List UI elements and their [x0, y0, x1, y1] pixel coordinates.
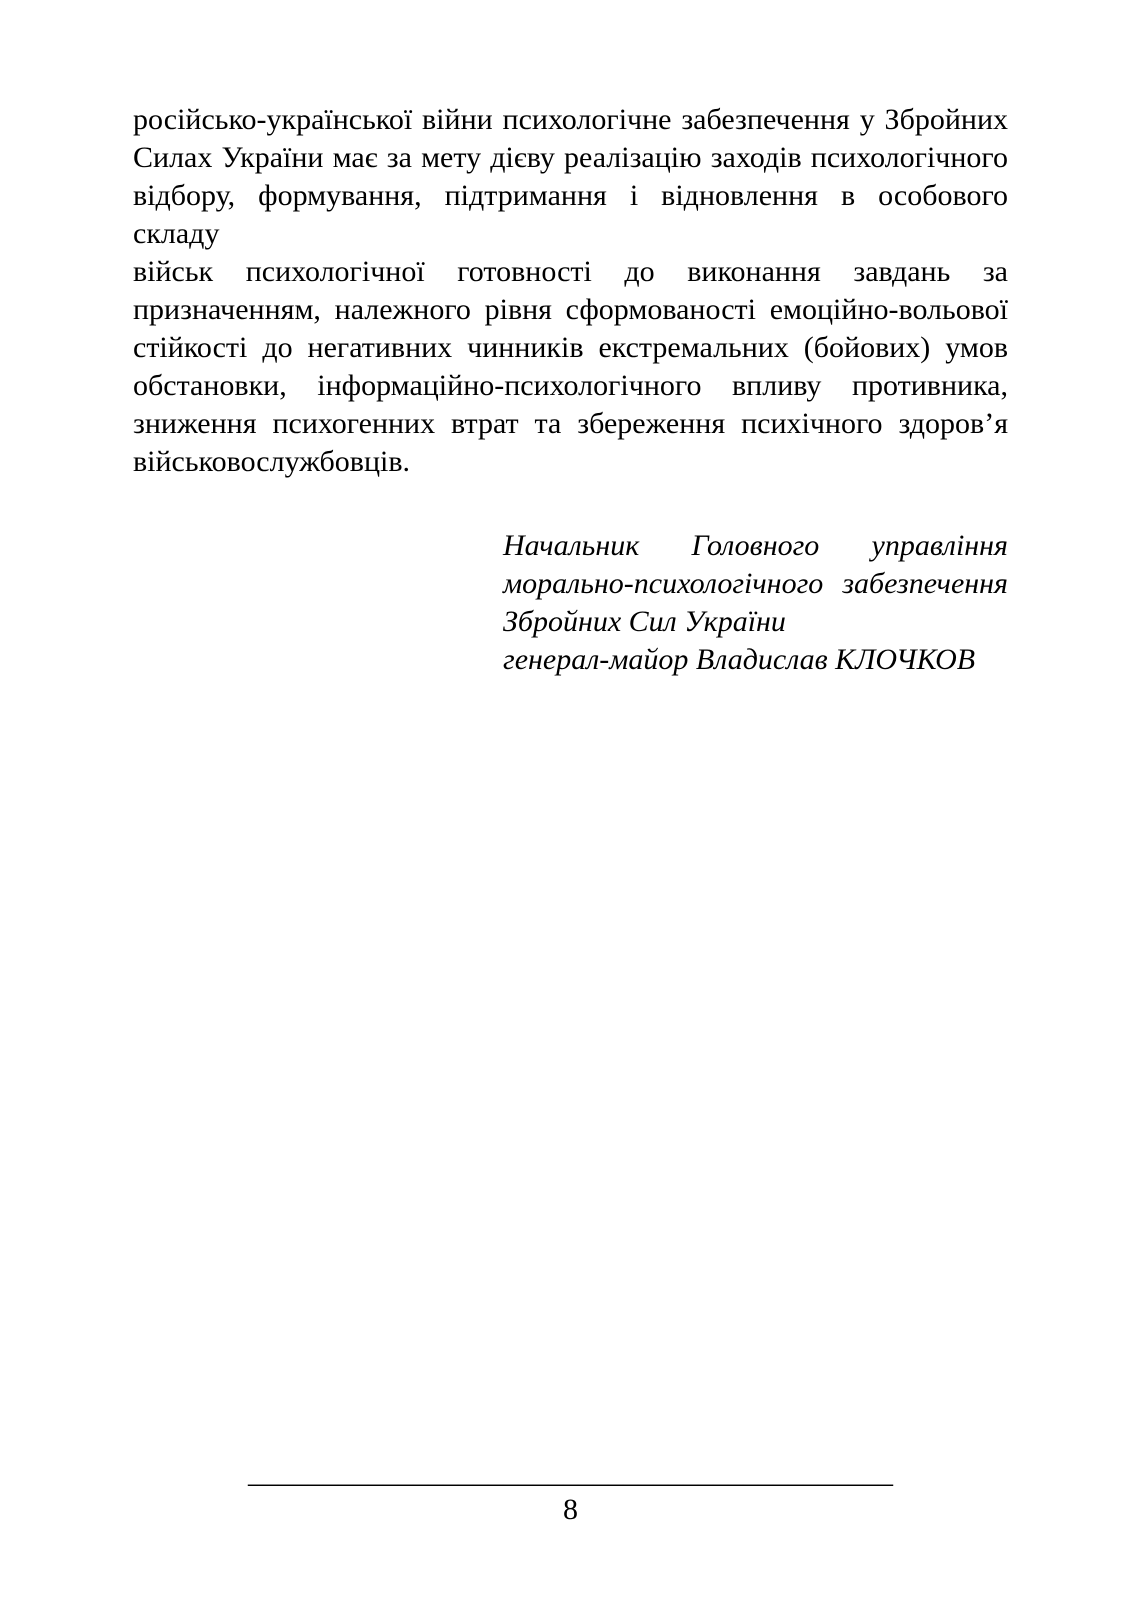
signature-line: Збройних Сил України	[503, 605, 786, 638]
paragraph-line: відбору, формування, підтримання і відновлення в особового складу	[133, 179, 1008, 250]
paragraph-line: військ психологічної готовності до виконання завдань за	[133, 255, 1008, 288]
signature-line: генерал-майор Владислав КЛОЧКОВ	[503, 643, 976, 676]
signature-line: морально-психологічного забезпечення	[503, 567, 1008, 600]
footer-rule: ___________________________________________	[248, 1456, 893, 1489]
paragraph-line: призначенням, належного рівня сформованості емоційно-вольової	[133, 293, 1008, 326]
paragraph-line: обстановки, інформаційно-психологічного впливу противника,	[133, 369, 1008, 402]
paragraph-line: російсько-української війни психологічне забезпечення у Збройних	[133, 103, 1008, 136]
paragraph-line: стійкості до негативних чинників екстремальних (бойових) умов	[133, 331, 1008, 364]
signature-line: Начальник Головного управління	[503, 529, 1008, 562]
signature-block	[503, 527, 1008, 679]
paragraph-line: Силах України має за мету дієву реалізацію заходів психологічного	[133, 141, 1008, 174]
paragraph-line: військовослужбовців.	[133, 445, 411, 478]
body-paragraph	[133, 101, 1008, 481]
page-number: 8	[563, 1493, 578, 1526]
paragraph-line: зниження психогенних втрат та збереження психічного здоров’я	[133, 407, 1008, 440]
